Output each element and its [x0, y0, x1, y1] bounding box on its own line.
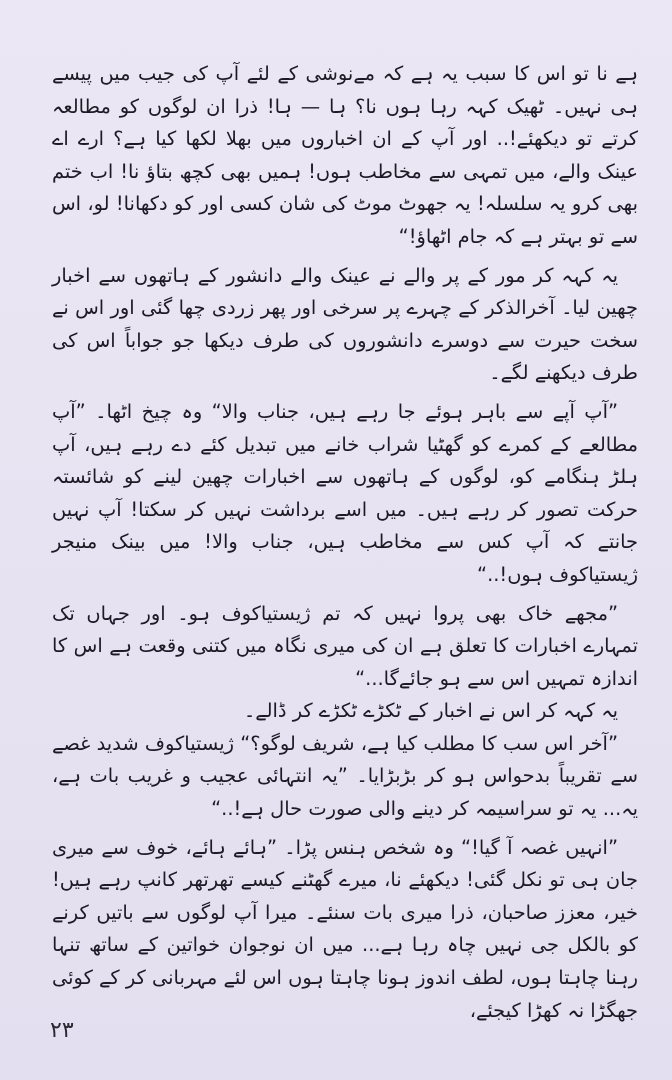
paragraph-3: ”آپ آپے سے باہر ہوئے جا رہے ہیں، جناب والا“ وہ چیخ اٹھا۔ ”آپ مطالعے کے کمرے کو گھٹیا شراب خانے میں تبدیل کئے دے رہے ہیں، آپ ہلڑ ہنگامے کو، لوگوں کے ہاتھوں سے اخبارات چھین لینے کو شائستہ حرکت تصور کر رہے ہیں۔ میں اسے برداشت نہیں کر سکتا! آپ نہیں جانتے کہ آپ کس سے مخاطب ہیں، جناب والا! میں بینک منیجر ژیستیاکوف ہوں!..“ [52, 399, 638, 586]
paragraph-5: یہ کہہ کر اس نے اخبار کے ٹکڑے ٹکڑے کر ڈالے۔ [243, 699, 618, 723]
body-text [52, 58, 638, 1027]
paragraph-6: ”آخر اس سب کا مطلب کیا ہے، شریف لوگو؟“ ژیستیاکوف شدید غصے سے تقریباً بدحواس ہو کر بڑبڑایا۔ ”یہ انتہائی عجیب و غریب بات ہے، یہ... یہ تو سراسیمہ کر دینے والی صورت حال ہے!..“ [52, 731, 638, 821]
paragraph-4: ”مجھے خاک بھی پروا نہیں کہ تم ژیستیاکوف ہو۔ اور جہاں تک تمہارے اخبارات کا تعلق ہے ان کی میری نگاہ میں کتنی وقعت ہے اس کا اندازہ تمہیں اس سے ہو جائےگا...“ [52, 601, 638, 690]
paragraph-7: ”انہیں غصہ آ گیا!“ وہ شخص ہنس پڑا۔ ”ہائے ہائے، خوف سے میری جان ہی تو نکل گئی! دیکھئے نا، میرے گھٹنے کیسے تھرتھر کانپ رہے ہیں! خیر، معزز صاحبان، ذرا میری بات سنئے۔ میرا آپ لوگوں سے باتیں کرنے کو بالکل جی نہیں چاہ رہا ہے... میں ان نوجوان خواتین کے ساتھ تنہا رہنا چاہتا ہوں، لطف اندوز ہونا چاہتا ہوں اس لئے مہربانی کر کے کوئی جھگڑا نہ کھڑا کیجئے، [52, 835, 638, 1022]
paragraph-1: ہے نا تو اس کا سبب یہ ہے کہ مےنوشی کے لئے آپ کی جیب میں پیسے ہی نہیں۔ ٹھیک کہہ رہا ہوں نا؟ ہا — ہا! ذرا ان لوگوں کو مطالعہ کرتے تو دیکھئے!.. اور آپ کے ان اخباروں میں بھلا لکھا کیا ہے؟ ارے اے عینک والے، میں تمہی سے مخاطب ہوں! ہمیں بھی کچھ بتاؤ نا! اب ختم بھی کرو یہ سلسلہ! یہ جھوٹ موٹ کی شان کسی اور کو دکھانا! لو، اس سے تو بہتر ہے کہ جام اٹھاؤ!“ [52, 62, 638, 248]
page-number: ۲۳ [50, 1018, 74, 1043]
paragraph-2: یہ کہہ کر مور کے پر والے نے عینک والے دانشور کے ہاتھوں سے اخبار چھین لیا۔ آخرالذکر کے چہرے پر سرخی اور پھر زردی چھا گئی اور اس نے سخت حیرت سے دوسرے دانشوروں کی طرف دیکھا جو جواباً اس کی طرف دیکھنے لگے۔ [52, 263, 638, 385]
